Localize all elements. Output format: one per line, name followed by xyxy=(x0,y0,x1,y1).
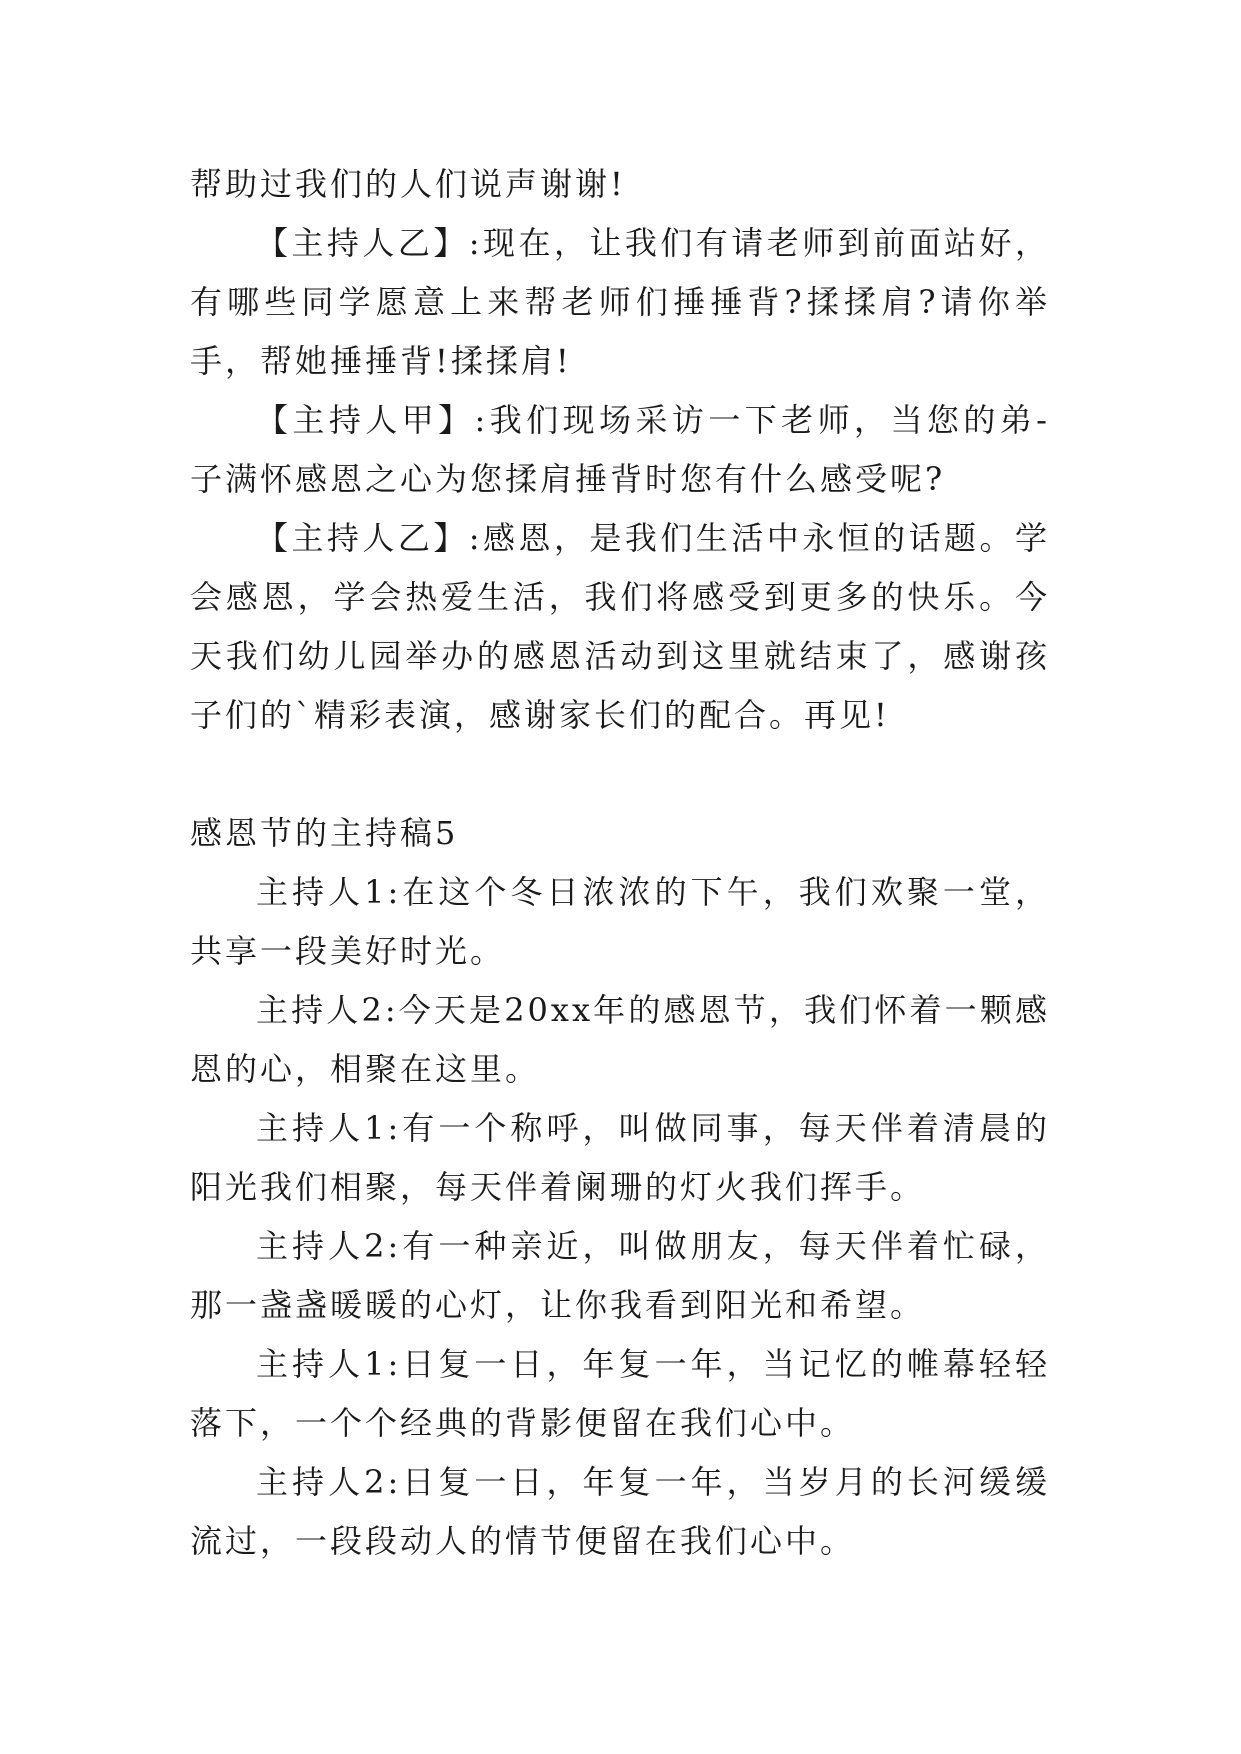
dialogue-paragraph: 主持人2:有一种亲近，叫做朋友，每天伴着忙碌，那一盏盏暖暖的心灯，让你我看到阳光和希望。 xyxy=(190,1227,1050,1324)
host-a-paragraph: 【主持人甲】:我们现场采访一下老师，当您的弟-子满怀感恩之心为您揉肩捶背时您有什么感受呢? xyxy=(190,401,1050,498)
dialogue-paragraph: 主持人1:在这个冬日浓浓的下午，我们欢聚一堂，共享一段美好时光。 xyxy=(190,873,1050,970)
dialogue-paragraph: 主持人2:今天是20xx年的感恩节，我们怀着一颗感恩的心，相聚在这里。 xyxy=(190,991,1050,1088)
dialogue-paragraph: 主持人1:有一个称呼，叫做同事，每天伴着清晨的阳光我们相聚，每天伴着阑珊的灯火我们挥手。 xyxy=(190,1109,1050,1206)
section-title: 感恩节的主持稿5 xyxy=(190,814,459,852)
host-b-paragraph: 【主持人乙】:现在，让我们有请老师到前面站好，有哪些同学愿意上来帮老师们捶捶背?揉揉肩?请你举手，帮她捶捶背!揉揉肩! xyxy=(190,224,1050,380)
continuation-paragraph: 帮助过我们的人们说声谢谢! xyxy=(190,165,626,203)
document-body xyxy=(190,155,1050,1571)
host-b-closing-paragraph: 【主持人乙】:感恩，是我们生活中永恒的话题。学会感恩，学会热爱生活，我们将感受到更多的快乐。今天我们幼儿园举办的感恩活动到这里就结束了，感谢孩子们的`精彩表演，感谢家长们的配合。再见! xyxy=(190,519,1050,734)
dialogue-paragraph: 主持人1:日复一日，年复一年，当记忆的帷幕轻轻落下，一个个经典的背影便留在我们心中。 xyxy=(190,1345,1050,1442)
dialogue-paragraph: 主持人2:日复一日，年复一年，当岁月的长河缓缓流过，一段段动人的情节便留在我们心中。 xyxy=(190,1463,1050,1560)
